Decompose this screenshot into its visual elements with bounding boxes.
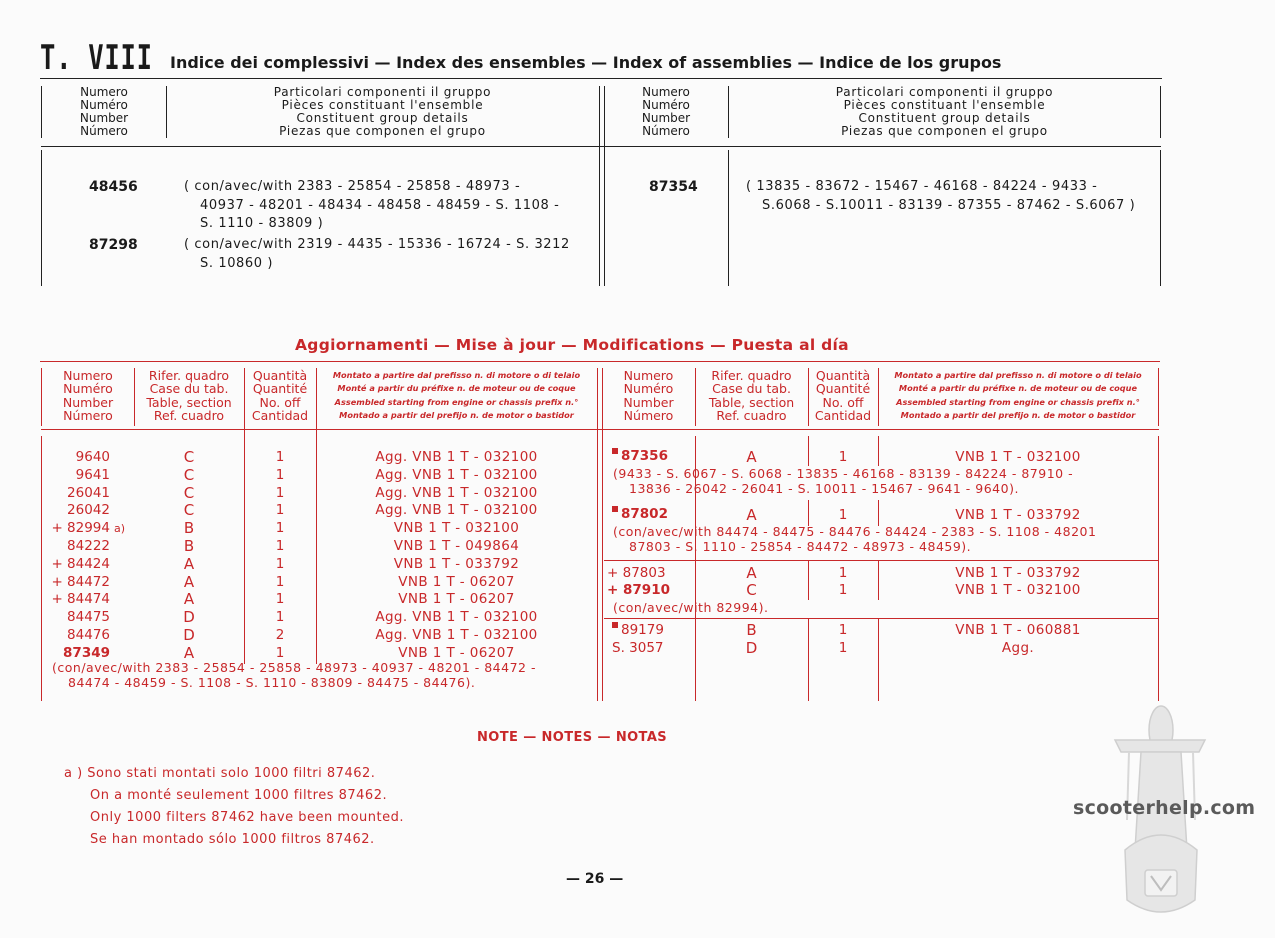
mod-note-left: (con/avec/with 2383 - 25854 - 25858 - 48973 - 40937 - 48201 - 84472 - 84474 - 48459 - S. 1108 - S. 1110 - 83809 - 84475 - 84476). [52, 660, 536, 690]
mod-number: + 87803 [607, 565, 666, 581]
index-details: ( con/avec/with 2319 - 4435 - 15336 - 16724 - S. 3212 S. 10860 ) [184, 237, 570, 271]
modifications-rule [40, 361, 1160, 362]
mod-number: 87802 [612, 506, 668, 524]
index-details: ( con/avec/with 2383 - 25854 - 25858 - 48973 - 40937 - 48201 - 48434 - 48458 - 48459 - S. 1108 - S. 1110 - 83809 ) [184, 179, 560, 231]
index-number: 87298 [89, 237, 138, 253]
mod-from: VNB 1 T - 033792 [955, 507, 1081, 523]
index-details: ( 13835 - 83672 - 15467 - 46168 - 84224 - 9433 - S.6068 - S.10011 - 83139 - 87355 - 87462 - S.6067 ) [746, 179, 1136, 213]
mod-ref: B [746, 621, 757, 639]
mod-from: VNB 1 T - 032100 [955, 449, 1081, 465]
mod-from: VNB 1 T - 033792 [955, 565, 1081, 581]
title-rule [40, 78, 1162, 79]
index-header-number-left: Numero Numéro Number Número [79, 85, 129, 138]
mod-header-qty-left: Quantità Quantité No. off Cantidad [251, 368, 309, 423]
note-line: Only 1000 filters 87462 have been mounted. [90, 810, 404, 825]
page-title: Indice dei complessivi — Index des ensembles — Index of assemblies — Indice de los grupos [170, 53, 1002, 72]
mod-header-ref-right: Rifer. quadro Case du tab. Table, section Ref. cuadro [708, 368, 795, 423]
index-number: 87354 [649, 179, 698, 195]
mod-qty-column-left: 1 1 1 1 1 1 1 1 1 1 2 1 [275, 449, 285, 661]
page-number: — 26 — [566, 871, 624, 887]
mod-note: (con/avec/with 82994). [613, 600, 769, 615]
table-id: T. VIII [40, 38, 153, 78]
mod-ref: A [746, 448, 757, 466]
index-header-details-right: Particolari componenti il gruppo Pièces constituant l'ensemble Constituent group details Piezas que componen el grupo [835, 85, 1054, 138]
mod-ref: A [746, 564, 757, 582]
mod-note: (9433 - S. 6067 - S. 6068 - 13835 - 46168 - 83139 - 84224 - 87910 - 13836 - 26042 - 26041 - S. 10011 - 15467 - 9641 - 9640). [613, 466, 1074, 496]
mod-qty: 1 [838, 507, 848, 523]
mod-number-column-left: 9640 9641 26041 26042 + 82994 84222 + 84424 + 84472 + 84474 84475 84476 87349 [51, 449, 110, 661]
mod-number: S. 3057 [612, 640, 664, 656]
mod-qty: 1 [838, 565, 848, 581]
mod-from-column-left: Agg. VNB 1 T - 032100 Agg. VNB 1 T - 032100 Agg. VNB 1 T - 032100 Agg. VNB 1 T - 032100 VNB 1 T - 032100 VNB 1 T - 049864 VNB 1 T - 033792 VNB 1 T - 06207 VNB 1 T - 06207 Agg. VNB 1 T - 032100 Agg. VNB 1 T - 032100 VNB 1 T - 06207 [375, 449, 538, 661]
mod-note: (con/avec/with 84474 - 84475 - 84476 - 84424 - 2383 - S. 1108 - 48201 87803 - S. 1110 - 25854 - 84472 - 48973 - 48459). [613, 524, 1097, 554]
index-header-number-right: Numero Numéro Number Número [641, 85, 691, 138]
note-line: a ) Sono stati montati solo 1000 filtri 87462. [64, 766, 376, 781]
mod-header-from-left: Montato a partire dal prefisso n. di motore o di telaio Monté a partir du préfixe n. de moteur ou de coque Assembled starting from engine or chassis prefix n.° Montado a partir del prefijo n. de motor o bastidor [332, 370, 581, 420]
mod-header-number-right: Numero Numéro Number Número [623, 368, 674, 423]
index-header-details-left: Particolari componenti il gruppo Pièces constituant l'ensemble Constituent group details Piezas que componen el grupo [273, 85, 492, 138]
mod-ref: A [746, 506, 757, 524]
mod-qty: 1 [838, 640, 848, 656]
watermark-text: scooterhelp.com [1073, 797, 1256, 819]
mod-ref-column-left: C C C C B B A A A D D A [183, 448, 195, 662]
note-line: On a monté seulement 1000 filtres 87462. [90, 788, 388, 803]
footnote-marker: a) [114, 522, 126, 535]
mod-header-from-right: Montato a partire dal prefisso n. di motore o di telaio Monté a partir du préfixe n. de moteur ou de coque Assembled starting from engine or chassis prefix n.° Montado a partir del prefijo n. de motor o bastidor [894, 370, 1142, 420]
mod-qty: 1 [838, 622, 848, 638]
mod-header-number-left: Numero Numéro Number Número [62, 368, 114, 423]
mod-from: Agg. [1001, 640, 1035, 656]
mod-qty: 1 [838, 582, 848, 598]
mod-ref: C [746, 581, 757, 599]
mod-ref: D [745, 639, 758, 657]
mod-from: VNB 1 T - 032100 [955, 582, 1081, 598]
index-number: 48456 [89, 179, 138, 195]
mod-number: + 87910 [607, 582, 670, 598]
mod-qty: 1 [838, 449, 848, 465]
mod-header-qty-right: Quantità Quantité No. off Cantidad [814, 368, 872, 423]
note-line: Se han montado sólo 1000 filtros 87462. [90, 832, 375, 847]
notes-title: NOTE — NOTES — NOTAS [477, 730, 668, 745]
mod-number: 87356 [612, 448, 668, 466]
mod-header-ref-left: Rifer. quadro Case du tab. Table, section Ref. cuadro [146, 368, 232, 423]
modifications-title: Aggiornamenti — Mise à jour — Modifications — Puesta al día [295, 336, 849, 354]
mod-from: VNB 1 T - 060881 [955, 622, 1081, 638]
mod-number: 89179 [612, 622, 664, 640]
